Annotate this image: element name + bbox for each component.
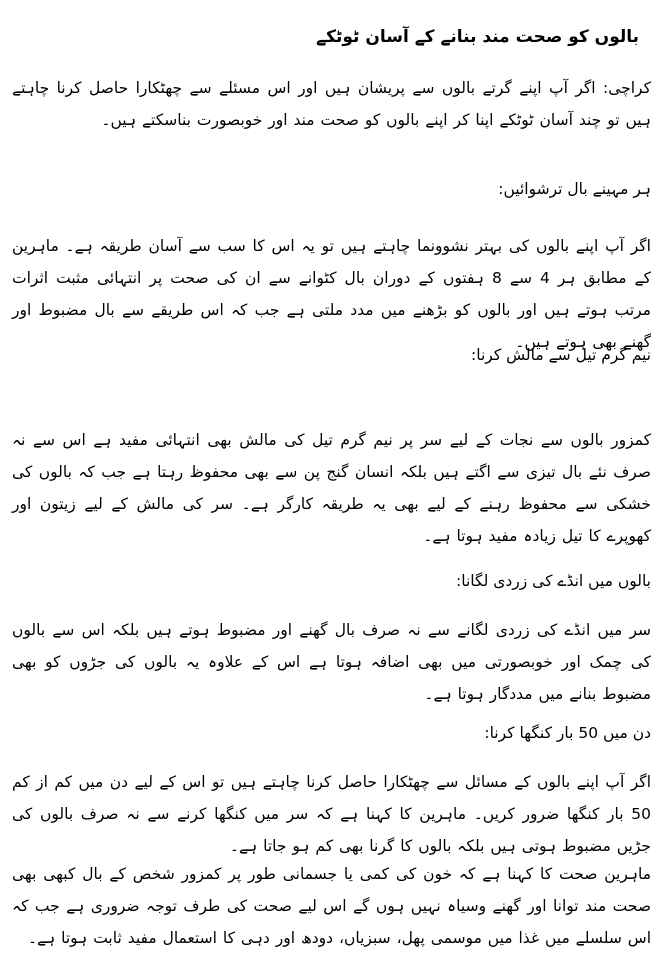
closing-paragraph: ماہرین صحت کا کہنا ہے کہ خون کی کمی یا جسمانی طور پر کمزور شخص کے بال کبھی بھی صحت مند توانا اور گھنے وسیاہ نہیں ہوں گے اس لیے صحت کی طرف توجہ ضروری ہے جب کہ اس سلسلے میں غذا میں موسمی پھل، سبزیاں، دودھ اور دہی کا استعمال مفید ثابت ہوتا ہے۔ — [12, 865, 651, 947]
intro-paragraph: کراچی: اگر آپ اپنے گرتے بالوں سے پریشان ہیں اور اس مسئلے سے چھٹکارا حاصل کرنا چاہتے ہیں تو چند آسان ٹوٹکے اپنا کر اپنے بالوں کو صحت مند اور خوبصورت بناسکتے ہیں۔ — [12, 79, 651, 129]
article-title: بالوں کو صحت مند بنانے کے آسان ٹوٹکے — [316, 27, 639, 47]
section-paragraph: اگر آپ اپنے بالوں کے مسائل سے چھٹکارا حاصل کرنا چاہتے ہیں تو اس کے لیے دن میں کم از کم 50 بار کنگھا ضرور کریں۔ ماہرین کا کہنا ہے کہ سر میں کنگھا کرنے سے نہ صرف بالوں کی جڑیں مضبوط ہوتی ہیں بلکہ بالوں کا گرنا بھی کم ہو جاتا ہے۔ — [12, 773, 651, 855]
section-paragraph: اگر آپ اپنے بالوں کی بہتر نشوونما چاہتے ہیں تو یہ اس کا سب سے آسان طریقہ ہے۔ ماہرین کے مطابق ہر 4 سے 8 ہفتوں کے دوران بال کٹوانے سے ان کی صحت پر انتہائی مثبت اثرات مرتب ہوتے ہیں اور بالوں کو بڑھنے میں مدد ملتی ہے جب کہ اس طریقے سے بال مضبوط اور گھنے بھی ہوتے ہیں۔ — [12, 237, 651, 351]
section-heading: نیم گرم تیل سے مالش کرنا: — [471, 346, 651, 364]
section-heading: دن میں 50 بار کنگھا کرنا: — [484, 724, 651, 742]
section-heading: ہر مہینے بال ترشوائیں: — [498, 180, 651, 198]
section-paragraph: سر میں انڈے کی زردی لگانے سے نہ صرف بال گھنے اور مضبوط ہوتے ہیں بلکہ اس سے بالوں کی چمک اور خوبصورتی میں بھی اضافہ ہوتا ہے اس کے علاوہ یہ بالوں کی جڑوں کو بھی مضبوط بنانے میں مددگار ہوتا ہے۔ — [12, 621, 651, 703]
section-paragraph: کمزور بالوں سے نجات کے لیے سر پر نیم گرم تیل کی مالش بھی انتہائی مفید ہے اس سے نہ صرف نئے بال تیزی سے اگتے ہیں بلکہ انسان گنج پن سے بھی محفوظ رہتا ہے جب کہ بالوں کی خشکی سے محفوظ رہنے کے لیے بھی یہ طریقہ کارگر ہے۔ سر کی مالش کے لیے زیتون اور کھوپرے کا تیل زیادہ مفید ہوتا ہے۔ — [12, 431, 651, 545]
section-heading: بالوں میں انڈے کی زردی لگانا: — [456, 572, 651, 590]
